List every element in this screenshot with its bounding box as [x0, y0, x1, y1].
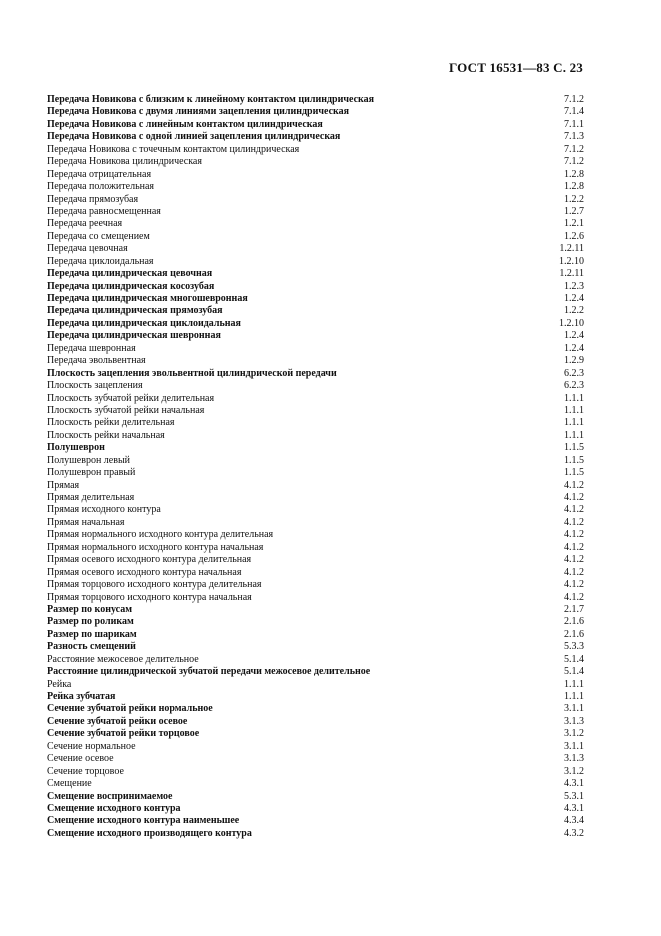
index-reference: 1.2.4 — [564, 342, 584, 354]
index-entry — [47, 703, 584, 715]
index-reference: 1.2.3 — [564, 280, 584, 292]
index-term: Прямая начальная — [47, 516, 125, 528]
index-term: Размер по шарикам — [47, 628, 137, 640]
index-reference: 3.1.3 — [564, 753, 584, 765]
index-reference: 7.1.2 — [564, 94, 584, 105]
index-reference: 2.1.6 — [564, 616, 584, 628]
index-term: Передача Новикова с линейным контактом цилиндрическая — [47, 118, 323, 130]
index-reference: 1.2.2 — [564, 193, 584, 205]
index-reference: 4.1.2 — [564, 529, 584, 541]
index-reference: 1.2.2 — [564, 305, 584, 317]
index-term: Сечение зубчатой рейки нормальное — [47, 703, 213, 715]
index-reference: 7.1.2 — [564, 156, 584, 168]
index-term: Передача реечная — [47, 218, 123, 230]
index-term: Прямая — [47, 479, 80, 491]
index-entry — [47, 828, 584, 840]
index-term: Плоскость зацепления — [47, 380, 143, 392]
index-reference: 4.1.2 — [564, 591, 584, 603]
index-reference: 1.2.4 — [564, 293, 584, 304]
index-entry — [47, 368, 584, 380]
index-entry — [47, 343, 584, 355]
index-term: Размер по роликам — [47, 616, 134, 628]
index-entry — [47, 231, 584, 243]
index-term: Полушеврон левый — [47, 454, 131, 466]
index-reference: 5.3.1 — [564, 790, 584, 802]
index-entry — [47, 218, 584, 230]
index-entry — [47, 94, 584, 106]
index-term: Полушеврон правый — [47, 467, 136, 479]
index-reference: 7.1.4 — [564, 106, 584, 118]
index-term: Передача Новикова с точечным контактом цилиндрическая — [47, 143, 300, 155]
index-reference: 1.1.5 — [564, 467, 584, 479]
index-reference: 1.2.10 — [559, 317, 584, 329]
index-entry — [47, 666, 584, 678]
index-reference: 1.2.6 — [564, 230, 584, 242]
index-term: Расстояние межосевое делительное — [47, 653, 199, 665]
index-reference: 1.1.5 — [564, 454, 584, 466]
index-term: Передача цилиндрическая цевочная — [47, 268, 213, 280]
index-entry — [47, 517, 584, 529]
index-entry — [47, 256, 584, 268]
index-term: Прямая нормального исходного контура начальная — [47, 541, 264, 553]
index-entry — [47, 567, 584, 579]
index-entry — [47, 305, 584, 317]
index-reference: 4.1.2 — [564, 554, 584, 566]
term-index-list — [47, 94, 584, 840]
index-entry — [47, 741, 584, 753]
index-term: Передача эвольвентная — [47, 355, 146, 367]
index-reference: 4.1.2 — [564, 479, 584, 491]
index-entry — [47, 393, 584, 405]
index-reference: 7.1.2 — [564, 143, 584, 155]
index-term: Передача прямозубая — [47, 193, 139, 205]
index-reference: 7.1.3 — [564, 131, 584, 143]
index-entry — [47, 778, 584, 790]
index-entry — [47, 803, 584, 815]
index-entry — [47, 430, 584, 442]
index-term: Смещение исходного контура наименьшее — [47, 815, 240, 827]
index-reference: 1.1.5 — [564, 442, 584, 454]
index-term: Передача Новикова с близким к линейному контактом цилиндрическая — [47, 94, 375, 105]
index-term: Передача цилиндрическая шевронная — [47, 330, 221, 342]
index-entry — [47, 679, 584, 691]
index-reference: 4.1.2 — [564, 541, 584, 553]
index-reference: 1.1.1 — [564, 678, 584, 690]
index-entry — [47, 442, 584, 454]
index-term: Смещение исходного производящего контура — [47, 827, 252, 839]
index-term: Передача цилиндрическая многошевронная — [47, 293, 248, 304]
index-entry — [47, 144, 584, 156]
index-reference: 4.1.2 — [564, 579, 584, 591]
index-reference: 3.1.1 — [564, 703, 584, 715]
index-term: Передача Новикова цилиндрическая — [47, 156, 202, 168]
index-reference: 3.1.1 — [564, 740, 584, 752]
index-entry — [47, 504, 584, 516]
index-term: Передача со смещением — [47, 230, 150, 242]
index-entry — [47, 169, 584, 181]
index-entry — [47, 654, 584, 666]
index-term: Рейка — [47, 678, 72, 690]
index-entry — [47, 691, 584, 703]
index-term: Разность смещений — [47, 641, 136, 653]
index-reference: 2.1.6 — [564, 628, 584, 640]
index-reference: 4.1.2 — [564, 566, 584, 578]
index-term: Размер по конусам — [47, 603, 133, 615]
index-entry — [47, 716, 584, 728]
index-reference: 1.1.1 — [564, 429, 584, 441]
index-term: Сечение зубчатой рейки осевое — [47, 715, 188, 727]
index-term: Передача положительная — [47, 181, 155, 193]
index-term: Передача Новикова с двумя линиями зацепления цилиндрическая — [47, 106, 350, 118]
index-entry — [47, 467, 584, 479]
index-reference: 1.2.9 — [564, 355, 584, 367]
index-term: Передача отрицательная — [47, 168, 152, 180]
index-reference: 6.2.3 — [564, 380, 584, 392]
index-reference: 3.1.2 — [564, 728, 584, 740]
index-term: Плоскость зубчатой рейки делительная — [47, 392, 215, 404]
index-entry — [47, 455, 584, 467]
index-entry — [47, 318, 584, 330]
index-reference: 5.1.4 — [564, 666, 584, 678]
index-reference: 1.1.1 — [564, 392, 584, 404]
index-entry — [47, 131, 584, 143]
index-reference: 1.2.11 — [559, 243, 584, 255]
index-term: Прямая нормального исходного контура делительная — [47, 529, 274, 541]
index-entry — [47, 529, 584, 541]
index-entry — [47, 766, 584, 778]
index-entry — [47, 268, 584, 280]
index-reference: 1.2.8 — [564, 168, 584, 180]
index-reference: 4.3.4 — [564, 815, 584, 827]
index-reference: 1.2.7 — [564, 205, 584, 217]
index-term: Плоскость зацепления эвольвентной цилиндрической передачи — [47, 367, 337, 379]
index-entry — [47, 281, 584, 293]
index-reference: 4.1.2 — [564, 516, 584, 528]
index-entry — [47, 156, 584, 168]
index-reference: 3.1.3 — [564, 715, 584, 727]
index-entry — [47, 815, 584, 827]
index-entry — [47, 181, 584, 193]
index-term: Рейка зубчатая — [47, 691, 116, 702]
index-term: Смещение исходного контура — [47, 802, 181, 814]
index-term: Прямая делительная — [47, 492, 135, 503]
index-reference: 5.1.4 — [564, 653, 584, 665]
index-entry — [47, 330, 584, 342]
index-entry — [47, 405, 584, 417]
index-entry — [47, 791, 584, 803]
page-header: ГОСТ 16531—83 С. 23 — [449, 60, 583, 75]
index-entry — [47, 206, 584, 218]
index-entry — [47, 604, 584, 616]
index-entry — [47, 728, 584, 740]
index-entry — [47, 380, 584, 392]
index-term: Сечение торцовое — [47, 765, 124, 777]
index-entry — [47, 106, 584, 118]
index-term: Плоскость рейки делительная — [47, 417, 175, 429]
index-entry — [47, 355, 584, 367]
index-term: Сечение осевое — [47, 753, 114, 765]
index-reference: 7.1.1 — [564, 118, 584, 130]
index-term: Прямая осевого исходного контура делительная — [47, 554, 252, 566]
index-reference: 4.3.1 — [564, 778, 584, 790]
index-reference: 1.1.1 — [564, 404, 584, 416]
index-reference: 4.3.2 — [564, 827, 584, 839]
index-reference: 3.1.2 — [564, 765, 584, 777]
index-entry — [47, 641, 584, 653]
index-reference: 1.1.1 — [564, 417, 584, 429]
index-term: Передача Новикова с одной линией зацепления цилиндрическая — [47, 131, 341, 143]
index-reference: 1.2.1 — [564, 218, 584, 230]
index-term: Сечение зубчатой рейки торцовое — [47, 728, 200, 740]
index-term: Сечение нормальное — [47, 740, 136, 752]
index-reference: 1.2.10 — [559, 255, 584, 267]
index-reference: 5.3.3 — [564, 641, 584, 653]
index-reference: 4.1.2 — [564, 504, 584, 516]
index-term: Полушеврон — [47, 442, 105, 454]
index-entry — [47, 579, 584, 591]
index-term: Передача цилиндрическая прямозубая — [47, 305, 223, 317]
index-entry — [47, 417, 584, 429]
index-term: Передача циклоидальная — [47, 255, 154, 267]
index-reference: 1.2.11 — [559, 268, 584, 280]
index-entry — [47, 293, 584, 305]
index-entry — [47, 243, 584, 255]
index-term: Смещение воспринимаемое — [47, 790, 173, 802]
index-term: Прямая торцового исходного контура делительная — [47, 579, 262, 591]
index-term: Передача цилиндрическая косозубая — [47, 280, 215, 292]
index-entry — [47, 592, 584, 604]
index-entry — [47, 629, 584, 641]
index-term: Передача цевочная — [47, 243, 128, 255]
index-entry — [47, 492, 584, 504]
index-entry — [47, 119, 584, 131]
index-term: Плоскость зубчатой рейки начальная — [47, 404, 205, 416]
index-entry — [47, 542, 584, 554]
index-term: Смещение — [47, 778, 92, 790]
index-term: Прямая торцового исходного контура начальная — [47, 591, 252, 603]
index-term: Передача цилиндрическая циклоидальная — [47, 317, 241, 329]
index-entry — [47, 194, 584, 206]
index-reference: 1.2.4 — [564, 330, 584, 342]
index-entry — [47, 616, 584, 628]
index-reference: 4.1.2 — [564, 492, 584, 503]
index-reference: 1.2.8 — [564, 181, 584, 193]
index-entry — [47, 753, 584, 765]
index-term: Прямая осевого исходного контура начальная — [47, 566, 242, 578]
index-reference: 6.2.3 — [564, 367, 584, 379]
index-term: Прямая исходного контура — [47, 504, 161, 516]
index-term: Передача равносмещенная — [47, 205, 161, 217]
index-term: Передача шевронная — [47, 342, 136, 354]
index-entry — [47, 554, 584, 566]
index-term: Плоскость рейки начальная — [47, 429, 165, 441]
index-term: Расстояние цилиндрической зубчатой передачи межосевое делительное — [47, 666, 371, 678]
index-reference: 1.1.1 — [564, 691, 584, 702]
index-reference: 2.1.7 — [564, 603, 584, 615]
index-reference: 4.3.1 — [564, 802, 584, 814]
index-entry — [47, 480, 584, 492]
